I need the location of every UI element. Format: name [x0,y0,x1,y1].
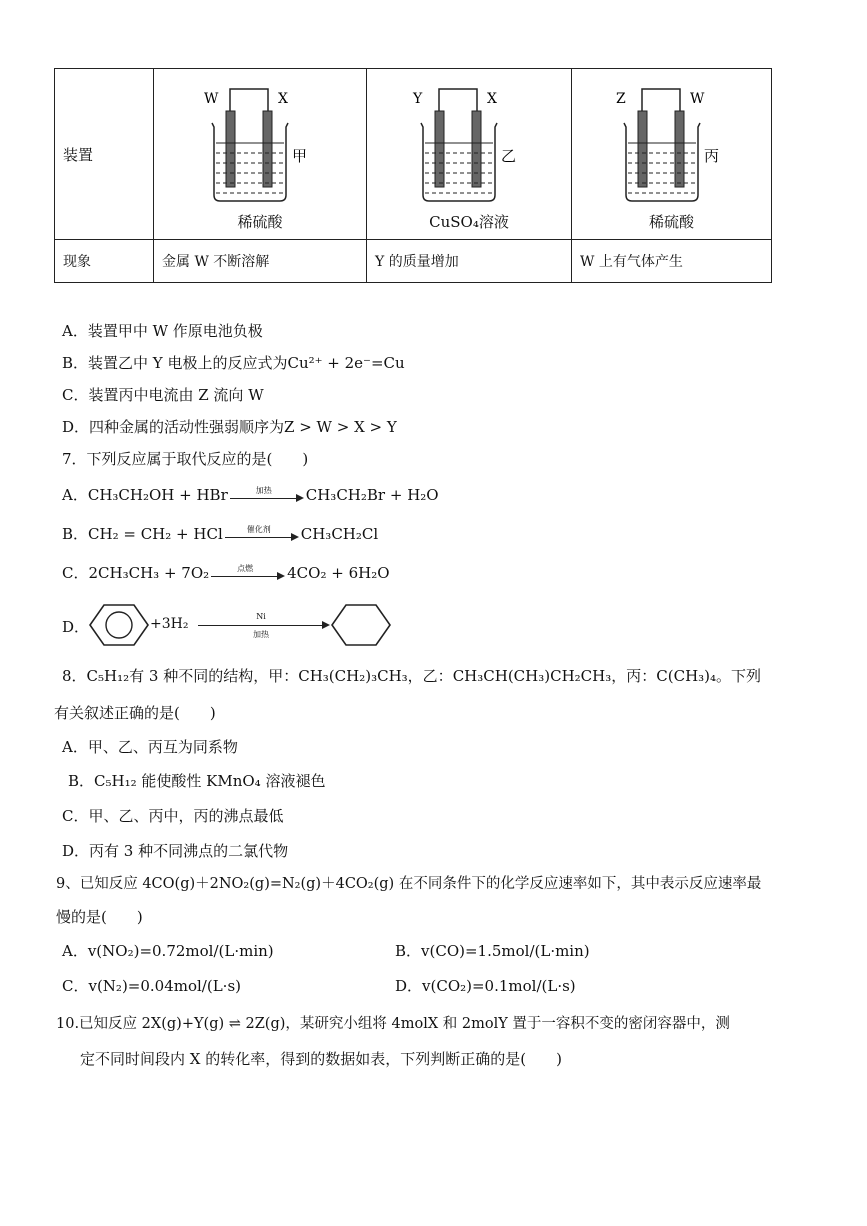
reaction-condition: 加热 [253,630,269,639]
beaker-label: 乙 [501,146,517,165]
option-label: B． [62,525,89,543]
q6-option-d [62,416,397,437]
q9-stem-line1: 9、已知反应 4CO(g)＋2NO₂(g)=N₂(g)＋4CO₂(g) 在不同条件下的化学反应速率如下，其中表示反应速率最 [56,876,762,892]
q8-yi-label: ，乙： [407,667,453,685]
q8-bing-label: ，丙： [611,667,657,685]
electrode-label-left: Y [413,90,423,107]
galvanic-cell-bing-diagram [612,77,732,217]
device-yi [367,69,572,240]
q9-option-b: B．v(CO)=1.5mol/(L·min) [395,942,590,960]
q8-stem-prefix: 8．C₅H₁₂有 3 种不同的结构，甲： [62,667,299,685]
q9-stem-line2: 慢的是( ) [56,908,143,926]
hydrogen-reactant: +3H₂ [150,616,189,632]
phenomenon-bing: W 上有气体产生 [572,240,772,283]
q6-option-d-text: D．四种金属的活动性强弱顺序为 [62,418,285,436]
products: CH₃CH₂Cl [300,525,379,543]
structure-jia: CH₃(CH₂)₃CH₃ [298,667,408,685]
option-label: C． [62,564,89,582]
solution-label: 稀硫酸 [237,212,283,231]
beaker-label: 甲 [292,146,308,165]
products: 4CO₂ + 6H₂O [287,564,390,582]
reaction-condition: Ni [256,612,266,621]
reaction-arrow [225,525,299,542]
q8-option-a: A．甲、乙、丙互为同系物 [62,738,238,756]
phenomenon-jia: 金属 W 不断溶解 [154,240,367,283]
electrode-label-right: X [278,90,288,107]
q6-option-a: A．装置甲中 W 作原电池负极 [62,322,263,340]
reaction-condition: 催化剂 [246,525,271,534]
reaction-condition: 加热 [255,486,272,495]
q10-stem-line1: 10.已知反应 2X(g)+Y(g) ⇌ 2Z(g)，某研究小组将 4molX 和 2molY 置于一容积不变的密闭容器中，测 [56,1016,730,1032]
solution-label: 稀硫酸 [648,212,694,231]
reaction-arrow [211,564,285,581]
reactants: CH₃CH₂OH + HBr [87,486,228,504]
q9-option-a: A．v(NO₂)=0.72mol/(L·min) [62,942,274,960]
solution-label: CuSO₄溶液 [429,212,509,231]
device-jia [154,69,367,240]
benzene-ring-icon [88,602,150,648]
galvanic-cell-yi-diagram [409,77,529,217]
q9-option-d: D．v(CO₂)=0.1mol/(L·s) [395,977,576,995]
q9-option-c: C．v(N₂)=0.04mol/(L·s) [62,977,241,995]
reactants: 2CH₃CH₃ + 7O₂ [88,564,210,582]
reaction-condition: 点燃 [237,564,254,573]
galvanic-cell-jia-diagram [200,77,320,217]
beaker-label: 丙 [703,146,719,165]
structure-yi: CH₃CH(CH₃)CH₂CH₃ [452,667,612,685]
q7-option-c [62,562,390,583]
q7-option-b [62,523,378,544]
row-label-phenomenon: 现象 [55,240,154,283]
electrode-label-left: Z [615,90,626,107]
q7-stem: 7．下列反应属于取代反应的是( ) [62,450,309,468]
reaction-arrow [198,612,330,639]
device-bing [572,69,772,240]
q6-option-d-equation: Z > W > X > Y [284,418,397,436]
q8-option-b: B．C₅H₁₂ 能使酸性 KMnO₄ 溶液褪色 [68,772,326,790]
device-table [54,68,772,283]
q6-option-b-text: B．装置乙中 Y 电极上的反应式为 [62,354,288,372]
option-label: D． [62,618,90,636]
electrode-label-right: X [487,90,497,107]
electrode-label-left: W [204,90,219,107]
q8-option-c: C．甲、乙、丙中，丙的沸点最低 [62,807,284,825]
structure-bing: C(CH₃)₄ [656,667,717,685]
row-label-device: 装置 [55,69,154,240]
q8-option-d: D．丙有 3 种不同沸点的二氯代物 [62,842,289,860]
option-label: A． [62,486,88,504]
q6-option-b-equation: Cu²⁺ + 2e⁻=Cu [287,354,405,372]
q10-stem-line2: 定不同时间段内 X 的转化率，得到的数据如表，下列判断正确的是( ) [80,1050,562,1068]
phenomenon-yi: Y 的质量增加 [367,240,572,283]
q8-stem-line2: 有关叙述正确的是( ) [54,704,216,722]
q8-stem-line1 [62,665,761,686]
electrode-label-right: W [689,90,704,107]
cyclohexane-ring-icon [330,602,392,648]
q6-option-c: C．装置丙中电流由 Z 流向 W [62,386,264,404]
reaction-arrow [230,486,304,503]
reactants: CH₂ = CH₂ + HCl [88,525,223,543]
q8-stem-suffix: 。下列 [716,667,762,685]
q7-option-a [62,484,439,505]
products: CH₃CH₂Br + H₂O [305,486,439,504]
q6-option-b [62,352,405,373]
